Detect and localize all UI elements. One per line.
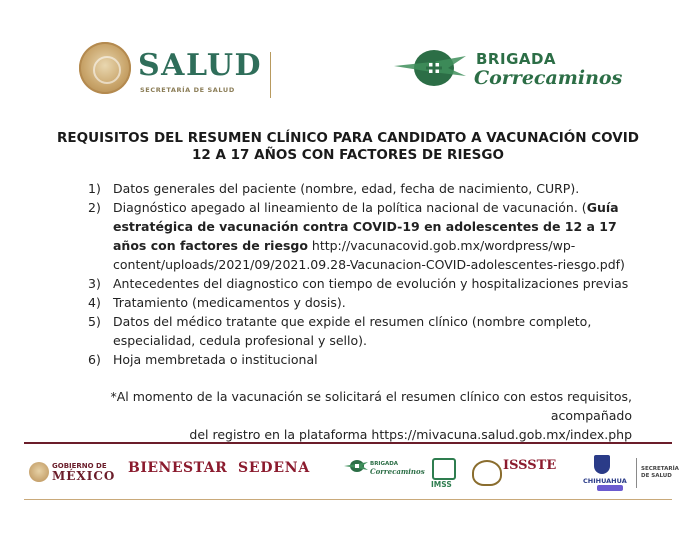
issste-label: ISSSTE [503, 458, 557, 473]
issste-emblem-icon [472, 460, 502, 486]
brigada-correcaminos-icon [392, 46, 470, 92]
requirement-text: Datos del médico tratante que expide el resumen clínico (nombre completo, especialidad, cedula profesional y sello). [113, 314, 592, 348]
document-title-line-1: REQUISITOS DEL RESUMEN CLÍNICO PARA CANDIDATO A VACUNACIÓN COVID [57, 130, 639, 146]
requirements-list [88, 179, 648, 369]
requirement-item [88, 274, 648, 293]
document-title-line-2: 12 A 17 AÑOS CON FACTORES DE RIESGO [192, 147, 504, 163]
requirement-number: 5) [88, 314, 101, 329]
requirement-text: Hoja membretada o institucional [113, 352, 318, 367]
gobierno-label: GOBIERNO DE [52, 462, 107, 470]
guide-url-link[interactable]: http://vacunacovid.gob.mx/wordpress/wp-content/uploads/2021/09/2021.09.28-Vacunacion-COVID-adolescentes-riesgo.pdf) [113, 238, 625, 272]
vaccination-note [72, 387, 632, 444]
requirement-text: Datos generales del paciente (nombre, edad, fecha de nacimiento, CURP). [113, 181, 580, 196]
secretaria-line-2: DE SALUD [641, 473, 672, 479]
footer-divider [636, 458, 637, 488]
requirement-item [88, 350, 648, 369]
mexico-label: MÉXICO [52, 469, 116, 483]
requirement-item [88, 312, 648, 350]
bienestar-logo: BIENESTAR [128, 460, 228, 476]
sedena-logo: SEDENA [238, 460, 311, 476]
requirement-number: 1) [88, 181, 101, 196]
note-line-2: del registro en la plataforma https://mivacuna.salud.gob.mx/index.php [189, 427, 632, 442]
guide-title-bold: Guía estratégica de vacunación contra COVID-19 en adolescentes de 12 a 17 años con factores de riesgo [113, 200, 619, 253]
salud-logo-subtitle: SECRETARÍA DE SALUD [140, 86, 235, 94]
document-title [40, 130, 656, 164]
mexico-seal-logo [79, 42, 131, 94]
requirement-item [88, 293, 648, 312]
brigada-logo-title: BRIGADA [476, 50, 557, 68]
requirement-number: 3) [88, 276, 101, 291]
brigada-logo-subtitle: Correcaminos [474, 67, 623, 89]
brigada-small-icon [344, 459, 368, 473]
imss-logo-icon [432, 458, 456, 480]
note-line-1: *Al momento de la vacunación se solicitará el resumen clínico con estos requisitos, acompañado [110, 389, 632, 423]
secretaria-line-1: SECRETARÍA [641, 466, 679, 472]
chihuahua-shield-icon [594, 455, 610, 474]
imss-label: IMSS [431, 480, 452, 489]
gobierno-seal-icon [29, 462, 49, 482]
chihuahua-badge [597, 485, 623, 491]
requirement-number: 2) [88, 200, 101, 215]
requirement-text: Diagnóstico apegado al lineamiento de la política nacional de vacunación. ( [113, 200, 587, 215]
requirement-text: Tratamiento (medicamentos y dosis). [113, 295, 346, 310]
brigada-small-title: BRIGADA [370, 461, 399, 467]
brigada-small-subtitle: Correcaminos [370, 467, 425, 476]
header-divider [270, 52, 271, 98]
footer-top-rule [24, 442, 672, 444]
requirement-number: 4) [88, 295, 101, 310]
salud-logo-title: SALUD [138, 48, 263, 83]
requirement-item [88, 198, 648, 274]
chihuahua-label: CHIHUAHUA [583, 477, 627, 485]
requirement-number: 6) [88, 352, 101, 367]
secretaria-salud-label [641, 466, 679, 480]
requirement-item [88, 179, 648, 198]
footer-bottom-rule [24, 499, 672, 500]
requirement-text: Antecedentes del diagnostico con tiempo de evolución y hospitalizaciones previas [113, 276, 629, 291]
